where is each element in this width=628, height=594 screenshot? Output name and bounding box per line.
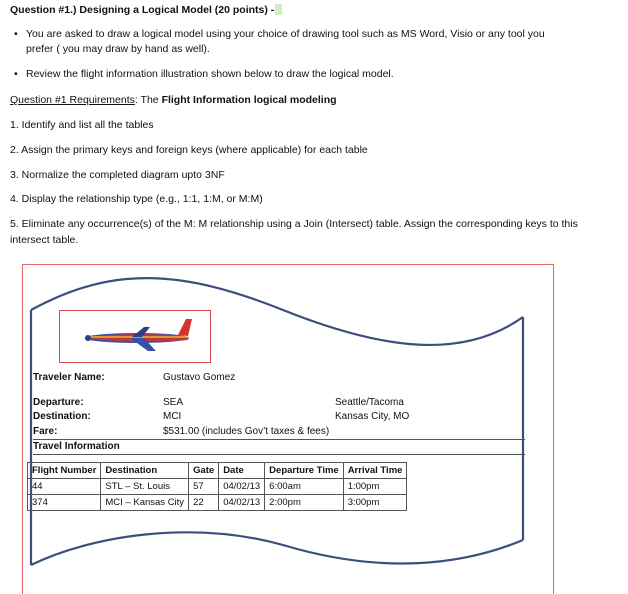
cursor-highlight [275, 4, 282, 15]
requirement-item: 1. Identify and list all the tables [10, 119, 154, 131]
table-header-row [28, 463, 407, 479]
column-header: Date [219, 463, 265, 479]
table-cell: 6:00am [265, 479, 344, 495]
requirement-item: 4. Display the relationship type (e.g., 1:1, 1:M, or M:M) [10, 193, 263, 205]
table-cell: 374 [28, 495, 101, 511]
divider [33, 439, 525, 440]
table-cell: 44 [28, 479, 101, 495]
column-header: Departure Time [265, 463, 344, 479]
flights-table [27, 462, 407, 511]
requirement-item: 5. Eliminate any occurrence(s) of the M: M relationship using a Join (Intersect) table. Assign the corresponding keys to this intersect table. [10, 218, 578, 246]
departure-city: Seattle/Tacoma [335, 397, 404, 408]
column-header: Gate [189, 463, 219, 479]
fare-label: Fare: [33, 426, 58, 437]
requirement-item: 3. Normalize the completed diagram upto 3NF [10, 169, 225, 181]
requirements-heading: Question #1 Requirements: The Flight Information logical modeling [10, 94, 337, 106]
question-title: Question #1.) Designing a Logical Model (20 points) - [10, 4, 282, 16]
flight-info-illustration [22, 264, 554, 594]
airplane-image [59, 310, 211, 363]
table-cell: 04/02/13 [219, 495, 265, 511]
table-row [28, 495, 407, 511]
table-row [28, 479, 407, 495]
instruction-list [12, 27, 572, 82]
table-cell: 2:00pm [265, 495, 344, 511]
traveler-label: Traveler Name: [33, 372, 105, 383]
departure-label: Departure: [33, 397, 84, 408]
airplane-icon [60, 311, 210, 362]
destination-label: Destination: [33, 411, 91, 422]
table-cell: STL – St. Louis [101, 479, 189, 495]
traveler-value: Gustavo Gomez [163, 372, 236, 383]
table-cell: 57 [189, 479, 219, 495]
table-cell: 04/02/13 [219, 479, 265, 495]
table-cell: MCI – Kansas City [101, 495, 189, 511]
departure-code: SEA [163, 397, 184, 408]
column-header: Arrival Time [343, 463, 407, 479]
column-header: Flight Number [28, 463, 101, 479]
table-cell: 3:00pm [343, 495, 407, 511]
travel-info-label: Travel Information [33, 441, 120, 452]
table-cell: 22 [189, 495, 219, 511]
destination-code: MCI [163, 411, 182, 422]
divider [33, 454, 525, 455]
column-header: Destination [101, 463, 189, 479]
destination-city: Kansas City, MO [335, 411, 410, 422]
table-cell: 1:00pm [343, 479, 407, 495]
requirement-item: 2. Assign the primary keys and foreign keys (where applicable) for each table [10, 144, 368, 156]
fare-value: $531.00 (includes Gov’t taxes & fees) [163, 426, 330, 437]
instruction-item: • Review the flight information illustration shown below to draw the logical model. [12, 67, 572, 82]
instruction-item: • You are asked to draw a logical model using your choice of drawing tool such as MS Word, Visio or any tool you prefer ( you may draw by hand as well). [12, 27, 572, 57]
